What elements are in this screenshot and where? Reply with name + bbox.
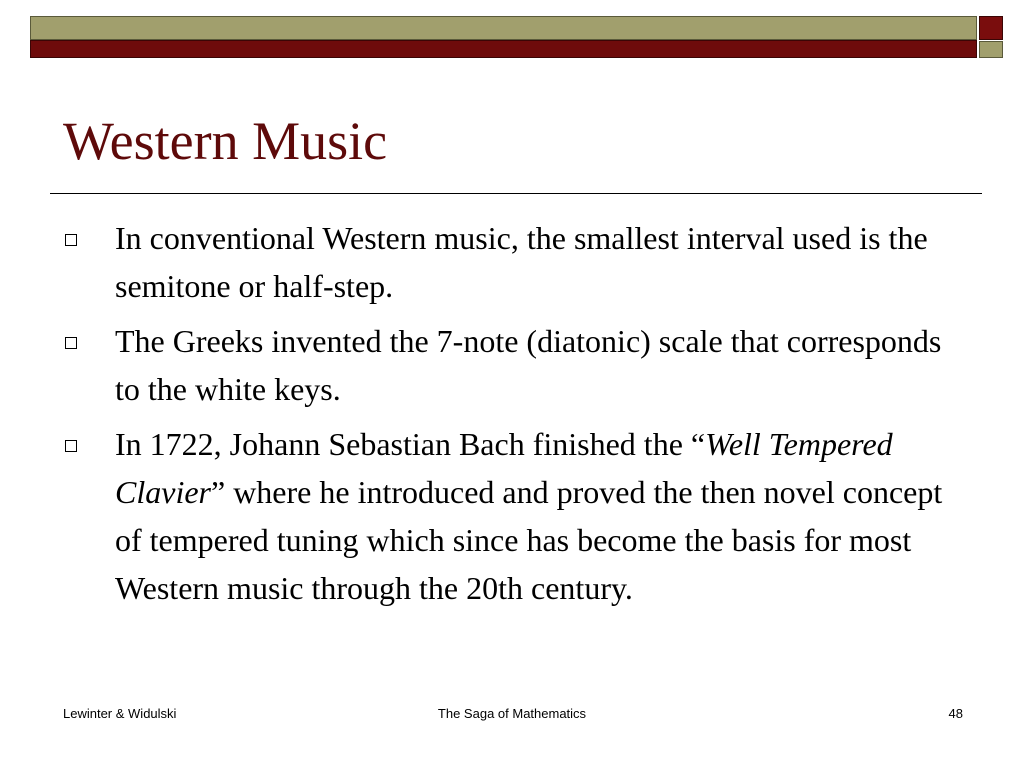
bullet-text: In conventional Western music, the smallest interval used is the semitone or half-step. (115, 220, 928, 304)
bullet-text-pre: In 1722, Johann Sebastian Bach finished the “ (115, 426, 706, 462)
bullet-item (0, 420, 1024, 612)
bullet-text: The Greeks invented the 7-note (diatonic) scale that corresponds to the white keys. (115, 323, 942, 407)
square-bullet-icon (65, 337, 77, 349)
footer-book-title: The Saga of Mathematics (437, 706, 587, 721)
bullet-list (0, 214, 1024, 619)
bullet-item (0, 317, 1024, 413)
title-divider (50, 193, 982, 194)
footer-page-number: 48 (948, 706, 963, 721)
bullet-item (0, 214, 1024, 310)
slide-title: Western Music (63, 111, 388, 171)
bullet-text-post: ” where he introduced and proved the then novel concept of tempered tuning which since has become the basis for most Western music through the 20th century. (115, 474, 943, 606)
header-square-maroon (979, 16, 1003, 40)
header-bar-olive (30, 16, 977, 40)
header-square-olive (979, 41, 1003, 58)
bullet-text-work-title: Well Tempered Clavier (115, 426, 893, 510)
square-bullet-icon (65, 440, 77, 452)
square-bullet-icon (65, 234, 77, 246)
footer-authors: Lewinter & Widulski (63, 706, 177, 721)
header-bar-maroon (30, 40, 977, 58)
